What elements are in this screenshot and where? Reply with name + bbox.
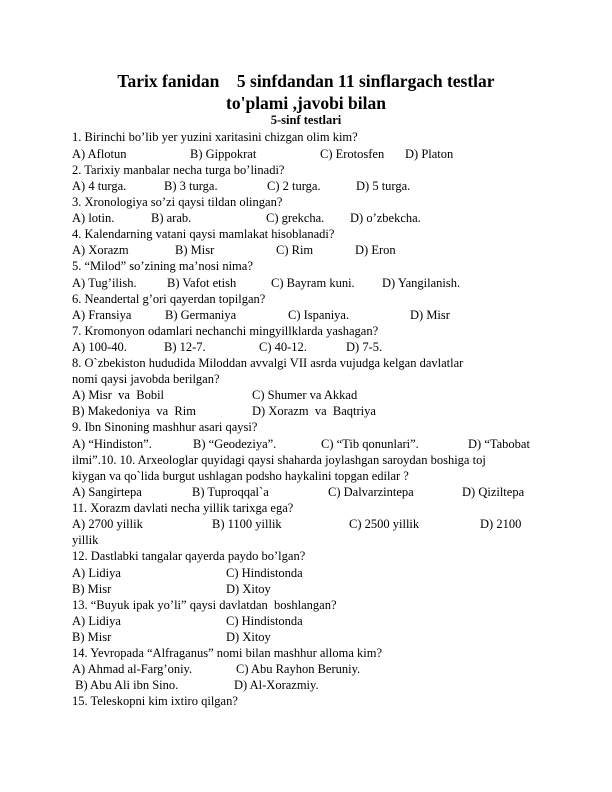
q12-option-d: D) Xitoy (226, 582, 271, 596)
q9-option-d: D) “Tabobat (468, 437, 530, 451)
question-2: 2. Tarixiy manbalar necha turga bo’linadi? (72, 163, 285, 177)
question-14: 14. Yevropada “Alfraganus” nomi bilan mashhur alloma kim? (72, 646, 382, 660)
q12-option-c: C) Hindistonda (226, 566, 303, 580)
q8-option-d: D) Xorazm va Baqtriya (252, 404, 376, 418)
question-11: 11. Xorazm davlati necha yillik tarixga ega? (72, 501, 294, 515)
q10-option-b: B) Tuproqqal`a (192, 485, 269, 499)
question-12: 12. Dastlabki tangalar qayerda paydo bo’lgan? (72, 549, 306, 563)
q7-option-c: C) 40-12. (259, 340, 307, 354)
question-11-wrap: yillik (72, 533, 99, 547)
document-title-line-2: to'plami ,javobi bilan (226, 93, 386, 113)
q2-option-a: A) 4 turga. (72, 179, 127, 193)
q1-option-b: B) Gippokrat (190, 147, 257, 161)
q2-option-d: D) 5 turga. (356, 179, 411, 193)
q12-option-b: B) Misr (72, 582, 112, 596)
q3-option-d: D) o’zbekcha. (350, 211, 421, 225)
question-4: 4. Kalendarning vatani qaysi mamlakat hisoblanadi? (72, 227, 335, 241)
q6-option-a: A) Fransiya (72, 308, 132, 322)
question-8-continued: nomi qaysi javobda berilgan? (72, 372, 220, 386)
question-13: 13. “Buyuk ipak yo’li” qaysi davlatdan boshlangan? (72, 598, 337, 612)
q6-option-d: D) Misr (410, 308, 450, 322)
q14-option-c: C) Abu Rayhon Beruniy. (236, 662, 361, 676)
question-7: 7. Kromonyon odamlari nechanchi mingyillklarda yashagan? (72, 324, 379, 338)
q1-option-a: A) Aflotun (72, 147, 127, 161)
q4-option-d: D) Eron (355, 243, 396, 257)
q4-option-a: A) Xorazm (72, 243, 129, 257)
q3-option-c: C) grekcha. (266, 211, 325, 225)
q1-option-c: C) Erotosfen (320, 147, 385, 161)
q2-option-c: C) 2 turga. (267, 179, 321, 193)
q11-option-c: C) 2500 yillik (349, 517, 420, 531)
q8-option-a: A) Misr va Bobil (72, 388, 165, 402)
q6-option-b: B) Germaniya (165, 308, 237, 322)
q7-option-a: A) 100-40. (72, 340, 127, 354)
document-title-line-1: Tarix fanidan 5 sinfdandan 11 sinflargach testlar (117, 71, 495, 91)
q7-option-b: B) 12-7. (164, 340, 206, 354)
question-6: 6. Neandertal g’ori qayerdan topilgan? (72, 292, 266, 306)
question-3: 3. Xronologiya so’zi qaysi tildan olingan? (72, 195, 283, 209)
question-8: 8. O`zbekiston hududida Miloddan avvalgi VII asrda vujudga kelgan davlatlar (72, 356, 464, 370)
q11-option-d: D) 2100 (480, 517, 522, 531)
q3-option-b: B) arab. (151, 211, 192, 225)
question-15: 15. Teleskopni kim ixtiro qilgan? (72, 694, 238, 708)
q1-option-d: D) Platon (405, 147, 454, 161)
q5-option-b: B) Vafot etish (167, 276, 237, 290)
q14-option-a: A) Ahmad al-Farg’oniy. (72, 662, 193, 676)
q10-option-c: C) Dalvarzintepa (328, 485, 414, 499)
q14-option-b: B) Abu Ali ibn Sino. (72, 678, 179, 692)
q5-option-d: D) Yangilanish. (382, 276, 461, 290)
q3-option-a: A) lotin. (72, 211, 115, 225)
q6-option-c: C) Ispaniya. (288, 308, 350, 322)
q13-option-a: A) Lidiya (72, 614, 121, 628)
q4-option-c: C) Rim (276, 243, 314, 257)
q13-option-b: B) Misr (72, 630, 112, 644)
q10-option-d: D) Qiziltepa (462, 485, 525, 499)
q8-option-c: C) Shumer va Akkad (252, 388, 358, 402)
q5-option-c: C) Bayram kuni. (271, 276, 355, 290)
section-subtitle: 5-sinf testlari (270, 113, 342, 127)
q10-option-a: A) Sangirtepa (72, 485, 142, 499)
q13-option-d: D) Xitoy (226, 630, 271, 644)
q8-option-b: B) Makedoniya va Rim (72, 404, 196, 418)
q7-option-d: D) 7-5. (346, 340, 383, 354)
q11-option-a: A) 2700 yillik (72, 517, 143, 531)
q13-option-c: C) Hindistonda (226, 614, 303, 628)
q4-option-b: B) Misr (175, 243, 215, 257)
q9-option-a: A) “Hindiston”. (72, 437, 152, 451)
question-9-wrap-and-question-10: ilmi”.10. 10. Arxeologlar quyidagi qaysi shaharda joylashgan saroydan boshiga toj (72, 453, 486, 467)
question-10-continued: kiygan va qo`lida burgut ushlagan podsho haykalini topgan edilar ? (72, 469, 409, 483)
q12-option-a: A) Lidiya (72, 566, 121, 580)
q5-option-a: A) Tug’ilish. (72, 276, 137, 290)
q9-option-c: C) “Tib qonunlari”. (321, 437, 419, 451)
q2-option-b: B) 3 turga. (164, 179, 218, 193)
question-5: 5. “Milod” so’zining ma’nosi nima? (72, 259, 253, 273)
q14-option-d: D) Al-Xorazmiy. (234, 678, 319, 692)
q9-option-b: B) “Geodeziya”. (193, 437, 277, 451)
question-9: 9. Ibn Sinoning mashhur asari qaysi? (72, 420, 258, 434)
question-1: 1. Birinchi bo’lib yer yuzini xaritasini chizgan olim kim? (72, 130, 358, 144)
q11-option-b: B) 1100 yillik (212, 517, 282, 531)
